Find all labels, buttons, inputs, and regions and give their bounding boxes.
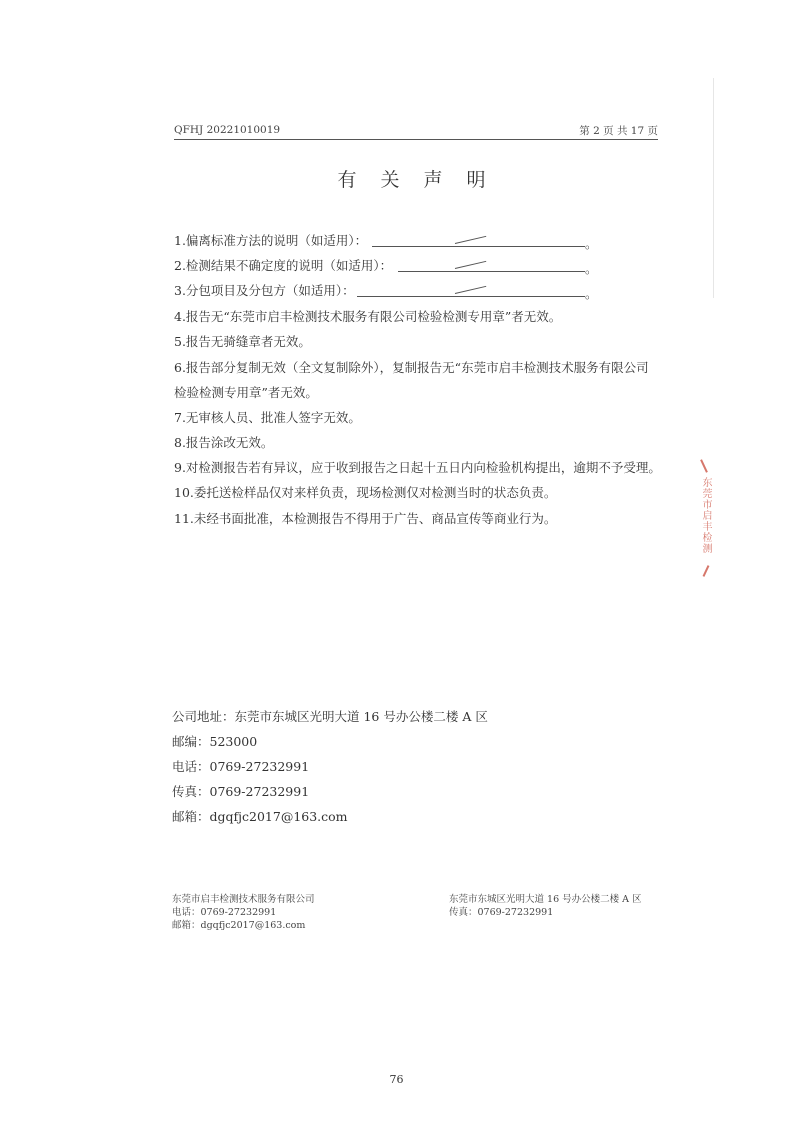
blank-line-2: [398, 271, 585, 272]
statement-8: 8.报告涂改无效。: [174, 435, 274, 450]
statement-3: 3.分包项目及分包方（如适用）：: [174, 283, 355, 298]
statement-7: 7.无审核人员、批准人签字无效。: [174, 410, 361, 425]
seal-text: 东莞市启丰检测: [700, 477, 711, 554]
footer-email: 邮箱：dgqfjc2017@163.com: [172, 920, 306, 931]
strike-mark-1: [455, 236, 486, 244]
phone: 电话：0769-27232991: [172, 759, 310, 774]
statement-10: 10.委托送检样品仅对来样负责，现场检测仅对检测当时的状态负责。: [174, 485, 557, 500]
seal-edge-mark-top: [700, 459, 708, 473]
statement-1: 1.偏离标准方法的说明（如适用）：: [174, 233, 368, 248]
blank-line-3: [357, 296, 585, 297]
statement-5: 5.报告无骑缝章者无效。: [174, 334, 311, 349]
statement-2: 2.检测结果不确定度的说明（如适用）：: [174, 258, 393, 273]
fax: 传真：0769-27232991: [172, 784, 310, 799]
company-address: 公司地址：东莞市东城区光明大道 16 号办公楼二楼 A 区: [172, 709, 488, 724]
strike-mark-3: [455, 286, 486, 294]
scan-edge-line: [713, 78, 714, 298]
statement-4: 4.报告无“东莞市启丰检测技术服务有限公司检验检测专用章”者无效。: [174, 309, 562, 324]
report-header: [174, 122, 658, 140]
seal-edge-mark-bottom: [703, 565, 710, 577]
statement-11: 11.未经书面批准，本检测报告不得用于广告、商品宣传等商业行为。: [174, 511, 557, 526]
footer-phone: 电话：0769-27232991: [172, 907, 277, 918]
page-title: 有 关 声 明: [337, 169, 495, 191]
page-number: 76: [389, 1073, 404, 1086]
email: 邮箱：dgqfjc2017@163.com: [172, 809, 348, 824]
strike-mark-2: [455, 261, 486, 269]
period-3: 。: [585, 286, 598, 301]
report-number: QFHJ 20221010019: [174, 124, 281, 136]
period-1: 。: [585, 236, 598, 251]
page-info: 第 2 页 共 17 页: [579, 125, 658, 137]
footer-company: 东莞市启丰检测技术服务有限公司: [172, 894, 315, 905]
footer-address: 东莞市东城区光明大道 16 号办公楼二楼 A 区: [449, 894, 642, 905]
footer-fax: 传真：0769-27232991: [449, 907, 554, 918]
perforation-seal-stamp: [697, 455, 717, 580]
statement-6: 6.报告部分复制无效（全文复制除外），复制报告无“东莞市启丰检测技术服务有限公司: [174, 360, 649, 375]
statement-9: 9.对检测报告若有异议，应于收到报告之日起十五日内向检验机构提出，逾期不予受理。: [174, 460, 661, 475]
period-2: 。: [585, 261, 598, 276]
postcode: 邮编：523000: [172, 734, 258, 749]
statement-6-continued: 检验检测专用章”者无效。: [174, 385, 318, 400]
blank-line-1: [372, 246, 585, 247]
